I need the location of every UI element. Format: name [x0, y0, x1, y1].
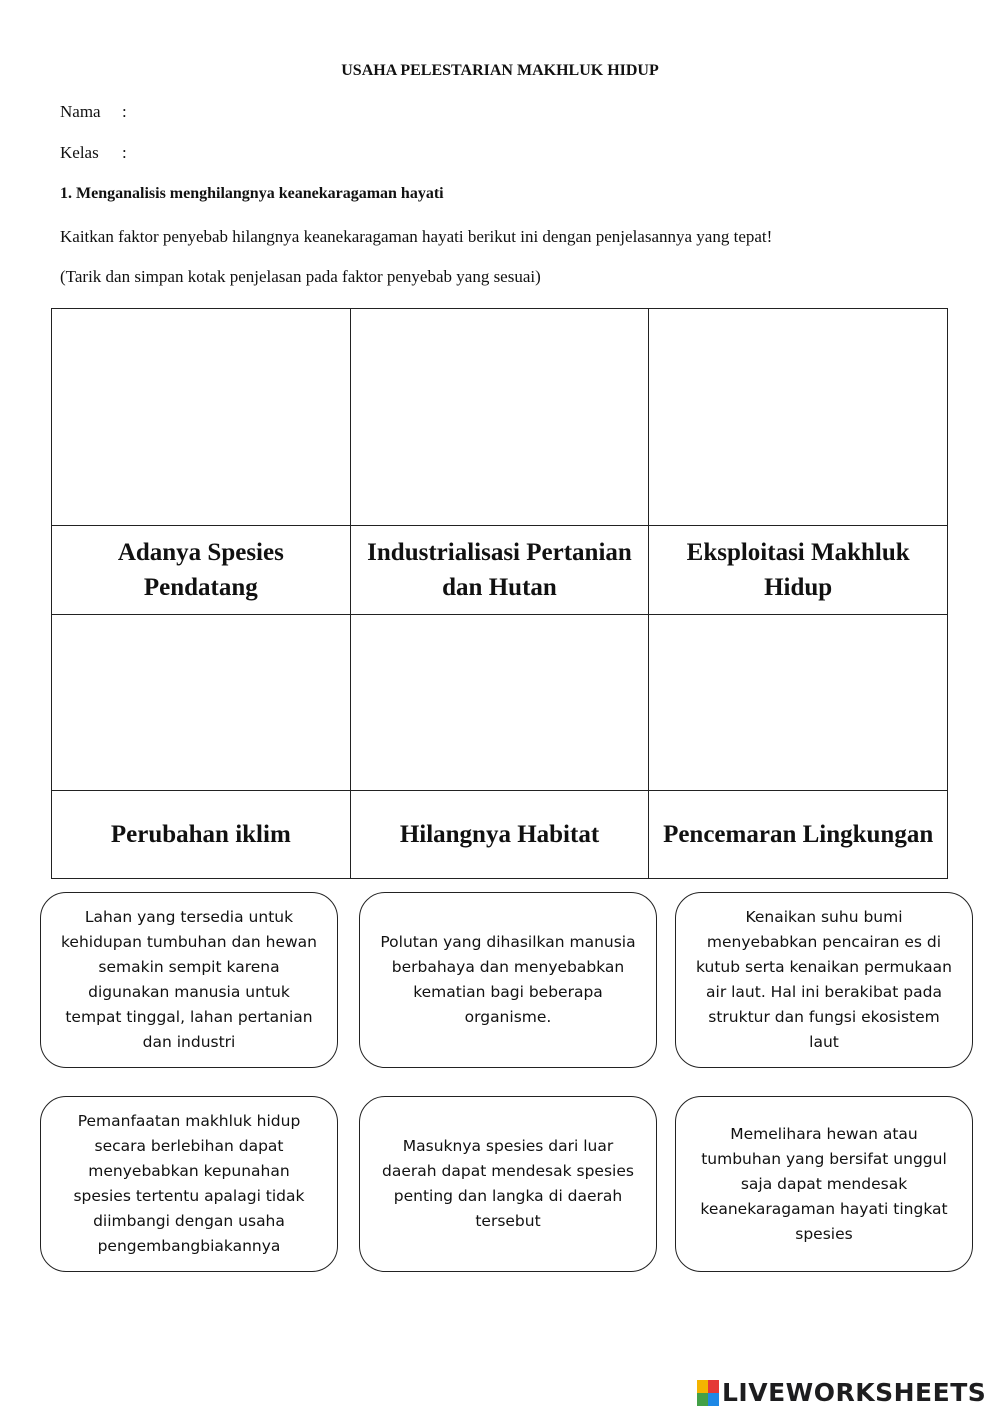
- card-text: Pemanfaatan makhluk hidup secara berlebihan dapat menyebabkan kepunahan spesies tertentu apalagi tidak diimbangi dengan usaha pengembangbiakannya: [73, 1112, 305, 1255]
- liveworksheets-branding: [697, 1378, 986, 1407]
- name-label: Nama: [60, 102, 101, 121]
- name-colon: :: [122, 102, 127, 121]
- factor-cell: [350, 791, 649, 879]
- factor-cell: [350, 526, 649, 615]
- factor-label-eksploitasi: Eksploitasi Makhluk Hidup: [686, 539, 910, 601]
- name-line: [60, 102, 127, 122]
- draggable-card-industrialisasi[interactable]: [675, 1096, 973, 1272]
- card-text: Lahan yang tersedia untuk kehidupan tumbuhan dan hewan semakin sempit karena digunakan manusia untuk tempat tinggal, lahan pertanian dan industri: [60, 908, 318, 1051]
- draggable-card-spesies-pendatang[interactable]: [359, 1096, 657, 1272]
- factor-cell: [649, 791, 948, 879]
- draggable-card-habitat[interactable]: [40, 892, 338, 1068]
- question-title: 1. Menganalisis menghilangnya keanekaragaman hayati: [60, 185, 444, 202]
- worksheet-title: USAHA PELESTARIAN MAKHLUK HIDUP: [341, 62, 659, 79]
- card-text: Memelihara hewan atau tumbuhan yang bersifat unggul saja dapat mendesak keanekaragaman hayati tingkat spesies: [700, 1124, 948, 1243]
- logo-square: [697, 1393, 708, 1406]
- card-text: Kenaikan suhu bumi menyebabkan pencairan es di kutub serta kenaikan permukaan air laut. Hal ini berakibat pada struktur dan fungsi ekosistem laut: [696, 908, 952, 1051]
- factor-cell: [649, 526, 948, 615]
- logo-square: [708, 1380, 719, 1393]
- card-text: Polutan yang dihasilkan manusia berbahaya dan menyebabkan kematian bagi beberapa organisme.: [380, 933, 636, 1026]
- class-line: [60, 143, 127, 163]
- matching-table: [51, 308, 948, 879]
- factor-label-industrialisasi: Industrialisasi Pertanian dan Hutan: [367, 539, 632, 601]
- draggable-card-polutan[interactable]: [359, 892, 657, 1068]
- drop-zone-industrialisasi[interactable]: [350, 309, 649, 526]
- drop-zone-eksploitasi[interactable]: [649, 309, 948, 526]
- brand-text: LIVEWORKSHEETS: [722, 1378, 987, 1407]
- logo-square: [708, 1393, 719, 1406]
- liveworksheets-logo-icon: [697, 1380, 719, 1406]
- card-text: Masuknya spesies dari luar daerah dapat mendesak spesies penting dan langka di daerah tersebut: [382, 1137, 634, 1230]
- factor-label-pencemaran: Pencemaran Lingkungan: [663, 821, 934, 848]
- drop-zone-perubahan-iklim[interactable]: [52, 615, 351, 791]
- question-instruction: Kaitkan faktor penyebab hilangnya keanekaragaman hayati berikut ini dengan penjelasannya yang tepat!: [60, 227, 773, 246]
- factor-label-perubahan-iklim: Perubahan iklim: [110, 821, 291, 848]
- factor-cell: [52, 791, 351, 879]
- logo-square: [697, 1380, 708, 1393]
- class-colon: :: [122, 143, 127, 162]
- factor-cell: [52, 526, 351, 615]
- drop-zone-hilangnya-habitat[interactable]: [350, 615, 649, 791]
- draggable-card-iklim[interactable]: [675, 892, 973, 1068]
- question-hint: (Tarik dan simpan kotak penjelasan pada faktor penyebab yang sesuai): [60, 267, 541, 286]
- drop-zone-pencemaran[interactable]: [649, 615, 948, 791]
- drop-zone-spesies-pendatang[interactable]: [52, 309, 351, 526]
- factor-label-spesies-pendatang: Adanya Spesies Pendatang: [117, 539, 284, 601]
- draggable-card-eksploitasi[interactable]: [40, 1096, 338, 1272]
- class-label: Kelas: [60, 143, 99, 162]
- factor-label-hilangnya-habitat: Hilangnya Habitat: [399, 821, 600, 848]
